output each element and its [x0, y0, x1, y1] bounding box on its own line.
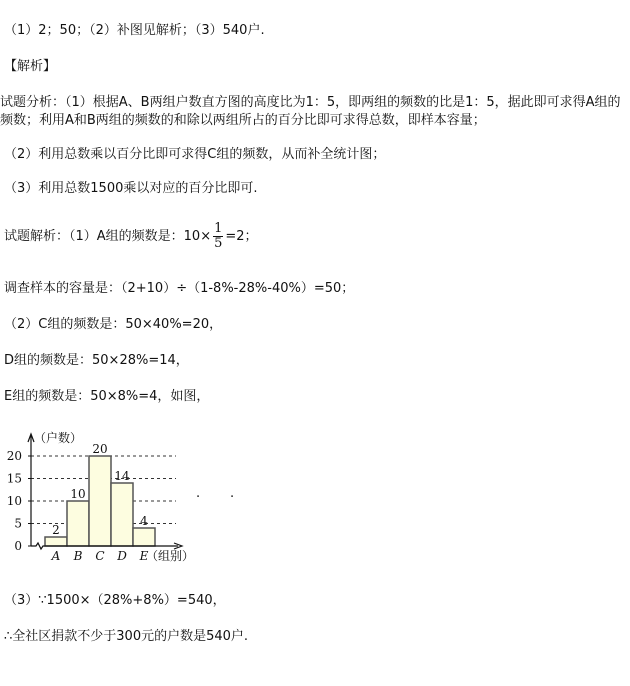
dot-mark-2: .: [230, 486, 235, 501]
analysis-paragraph-3: （3）利用总数1500乘以对应的百分比即可.: [4, 181, 258, 196]
data-label: 10: [70, 487, 86, 501]
y-tick-label: 20: [6, 449, 22, 463]
x-axis-label: （组别）: [146, 549, 195, 563]
fraction-numerator: 1: [214, 221, 223, 236]
x-tick-label: A: [51, 549, 61, 563]
solution-line-1: [4, 222, 258, 252]
dot-mark-1: .: [196, 486, 201, 501]
x-tick-label: D: [117, 549, 127, 563]
fraction-one-fifth: [213, 222, 223, 251]
y-tick-label: 0: [14, 539, 22, 553]
solution-line-4: D组的频数是：50×28%=14，: [4, 353, 189, 368]
x-tick-label: E: [139, 549, 149, 563]
data-label: 20: [92, 442, 108, 456]
analysis-paragraph-1: 试题分析：（1）根据A、B两组户数直方图的高度比为1：5，即两组的频数的比是1：5，据此即可求得A组的频数；利用A和B两组的频数的和除以两组所占的百分比即可求得总数，即样本容量；: [0, 95, 621, 128]
analysis-heading: 【解析】: [4, 59, 57, 74]
solution-1-prefix: 试题解析：（1）A组的频数是：10×: [4, 229, 212, 244]
solution-1-suffix: =2；: [225, 229, 258, 244]
y-tick-label: 5: [14, 516, 22, 531]
bar: [133, 528, 155, 546]
data-label: 2: [52, 523, 60, 537]
bar: [89, 456, 111, 546]
y-tick-label: 15: [6, 471, 22, 486]
y-axis-label: （户数）: [34, 431, 83, 445]
solution-line-7: ∴全社区捐款不少于300元的户数是540户.: [4, 629, 249, 644]
solution-line-2: 调查样本的容量是：（2+10）÷（1-8%-28%-40%）=50；: [4, 281, 355, 296]
solution-line-5: E组的频数是：50×8%=4，如图，: [4, 389, 210, 404]
analysis-paragraph-2: （2）利用总数乘以百分比即可求得C组的频数，从而补全统计图；: [4, 147, 386, 162]
bar: [67, 501, 89, 546]
bar: [45, 537, 67, 546]
fraction-denominator: 5: [214, 236, 223, 251]
solution-line-3: （2）C组的频数是：50×40%=20，: [4, 317, 223, 332]
answer-line: （1）2；50；（2）补图见解析；（3）540户.: [4, 23, 265, 38]
bar: [111, 483, 133, 546]
x-tick-label: C: [95, 549, 105, 563]
x-tick-label: B: [73, 549, 83, 563]
histogram-chart: [0, 428, 210, 578]
data-label: 14: [114, 469, 130, 483]
data-label: 4: [140, 514, 148, 528]
y-tick-label: 10: [6, 494, 22, 508]
solution-line-6: （3）∵1500×（28%+8%）=540，: [4, 593, 226, 608]
